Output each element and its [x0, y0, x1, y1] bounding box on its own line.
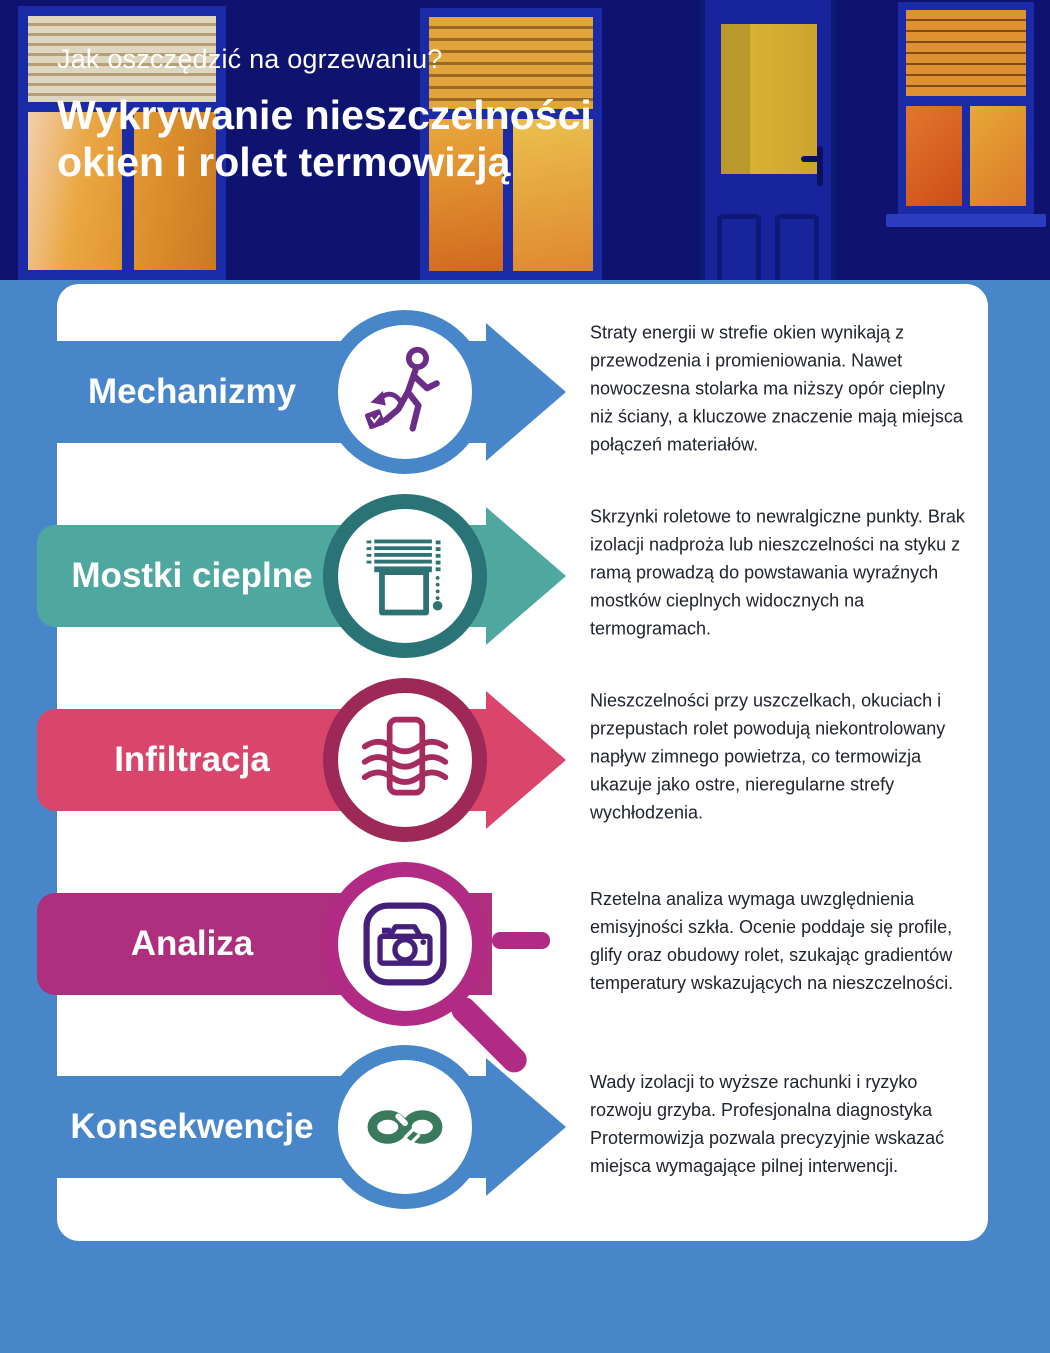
door-graphic [700, 0, 836, 280]
door-handle [817, 146, 823, 186]
walking-person-icon [357, 344, 453, 440]
row-infiltracja [0, 665, 1050, 855]
camera-search-icon [357, 896, 453, 992]
header-photo [0, 0, 1050, 280]
arrowhead-graphic [486, 691, 566, 829]
infinity-plug-icon [357, 1079, 453, 1175]
row-mostki-cieplne [0, 481, 1050, 671]
row-description: Nieszczelności przy uszczelkach, okuciach i przepustach rolet powodują niekontrolowany napływ zimnego powietrza, co termowizja ukazuje jako ostre, nieregularne strefy wychłodzenia. [590, 690, 946, 823]
icon-circle [323, 862, 487, 1026]
banner-label: Mechanizmy [87, 372, 297, 411]
icon-circle [323, 678, 487, 842]
banner-label: Analiza [130, 924, 254, 963]
window-graphic [898, 2, 1034, 214]
header-kicker: Jak oszczędzić na ogrzewaniu? [57, 44, 443, 74]
arrowhead-graphic [486, 323, 566, 461]
window-airflow-icon [357, 712, 453, 808]
row-description: Straty energii w strefie okien wynikają z przewodzenia i promieniowania. Nawet nowoczesna stolarka ma niższy opór cieplny niż ściany, a kluczowe znaczenie mają miejsca połączeń materiałów. [590, 322, 963, 455]
arrowhead-graphic [486, 507, 566, 645]
page-title: Wykrywanie nieszczelności okien i rolet termowizją [57, 92, 592, 185]
icon-circle [323, 310, 487, 474]
banner-label: Infiltracja [114, 740, 270, 779]
arrowhead-graphic [486, 1058, 566, 1196]
window-sill [886, 214, 1046, 227]
blinds-graphic [906, 10, 1026, 96]
banner-label: Mostki cieplne [71, 556, 313, 595]
arrow-tip-graphic [492, 932, 550, 949]
row-description: Skrzynki roletowe to newralgiczne punkty. Brak izolacji nadproża lub nieszczelności na styku z ramą prowadzą do powstawania wyraźnych mostków cieplnych widocznych na termogramach. [590, 506, 965, 639]
banner-label: Konsekwencje [70, 1107, 314, 1146]
row-description: Wady izolacji to wyższe rachunki i ryzyko rozwoju grzyba. Profesjonalna diagnostyka Protermowizja pozwala precyzyjnie wskazać miejsca wymagające pilnej interwencji. [590, 1071, 945, 1176]
row-description: Rzetelna analiza wymaga uwzględnienia emisyjności szkła. Ocenie poddaje się profile, glify oraz obudowy rolet, szukając gradientów temperatury wskazujących na nieszczelności. [590, 888, 954, 993]
row-konsekwencje [0, 1032, 1050, 1222]
door-glass [721, 24, 817, 174]
icon-circle [323, 1045, 487, 1209]
glowing-pane [970, 106, 1026, 206]
row-analiza [0, 849, 1050, 1039]
glowing-pane [906, 106, 962, 206]
icon-circle [323, 494, 487, 658]
row-mechanizmy [0, 297, 1050, 487]
roller-shutter-icon [357, 528, 453, 624]
